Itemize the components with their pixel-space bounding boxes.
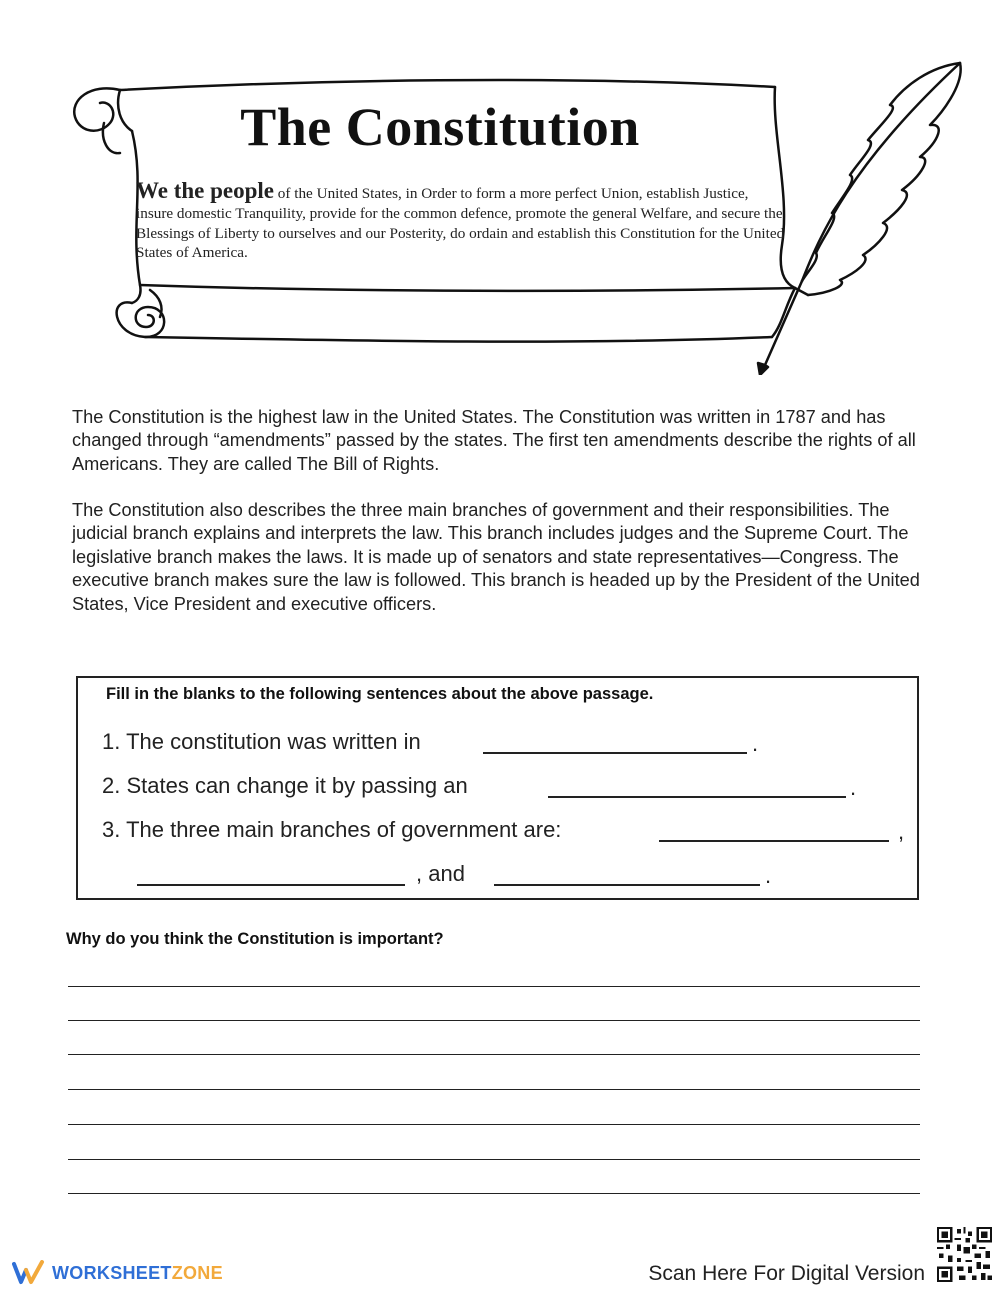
preamble-body: of the United States, in Order to form a more perfect Union, establish Justice, insure domestic Tranquility, provide for the common defence, promote the general Welfare, and secure the Blessings of Liberty to ourselves and our Posterity, do ordain and establish this Constitution for the United States of America. [136, 185, 785, 262]
answer-line[interactable] [68, 1089, 920, 1090]
logo-w-icon [12, 1260, 46, 1286]
preamble-text [136, 178, 786, 263]
blank-3c[interactable] [494, 884, 760, 886]
passage-paragraph-2: The Constitution also describes the three main branches of government and their responsibilities. The judicial branch explains and interprets the law. This branch includes judges and the Supreme Court. The legislative branch makes the laws. It is made up of senators and state representatives—Congress. The executive branch makes sure the law is followed. This branch is headed up by the President of the United States, Vice President and executive officers. [72, 500, 920, 614]
answer-line[interactable] [68, 1020, 920, 1021]
period-3: . [765, 863, 772, 888]
answer-line[interactable] [68, 1159, 920, 1160]
preamble-lead: We the people [136, 178, 274, 203]
answer-line[interactable] [68, 1054, 920, 1055]
logo-text-zone: ZONE [171, 1262, 223, 1283]
worksheetzone-logo[interactable] [12, 1260, 223, 1286]
blank-3b[interactable] [137, 884, 405, 886]
question-3: 3. The three main branches of government are: [102, 817, 562, 842]
fill-in-instruction: Fill in the blanks to the following sentences about the above passage. [106, 685, 654, 703]
question-2: 2. States can change it by passing an [102, 773, 468, 798]
logo-text-worksheet: WORKSHEET [52, 1262, 172, 1283]
quill-feather-icon [758, 63, 961, 375]
qr-code-icon[interactable] [937, 1227, 992, 1282]
passage-paragraph-1: The Constitution is the highest law in the United States. The Constitution was written in 1787 and has changed through “amendments” passed by the states. The first ten amendments describe the rights of all Americans. They are called The Bill of Rights. [72, 407, 916, 474]
page-title: The Constitution [240, 97, 640, 157]
blank-1[interactable] [483, 752, 747, 754]
blank-3a[interactable] [659, 840, 889, 842]
open-question: Why do you think the Constitution is important? [66, 930, 444, 948]
answer-line[interactable] [68, 1193, 920, 1194]
blank-2[interactable] [548, 796, 846, 798]
period-2: . [850, 775, 857, 800]
answer-line[interactable] [68, 986, 920, 987]
period-1: . [752, 731, 759, 756]
question-1: 1. The constitution was written in [102, 729, 421, 754]
and-text: , and [416, 861, 465, 886]
comma-3: , [898, 819, 905, 844]
scan-here-text: Scan Here For Digital Version [648, 1262, 925, 1285]
answer-line[interactable] [68, 1124, 920, 1125]
